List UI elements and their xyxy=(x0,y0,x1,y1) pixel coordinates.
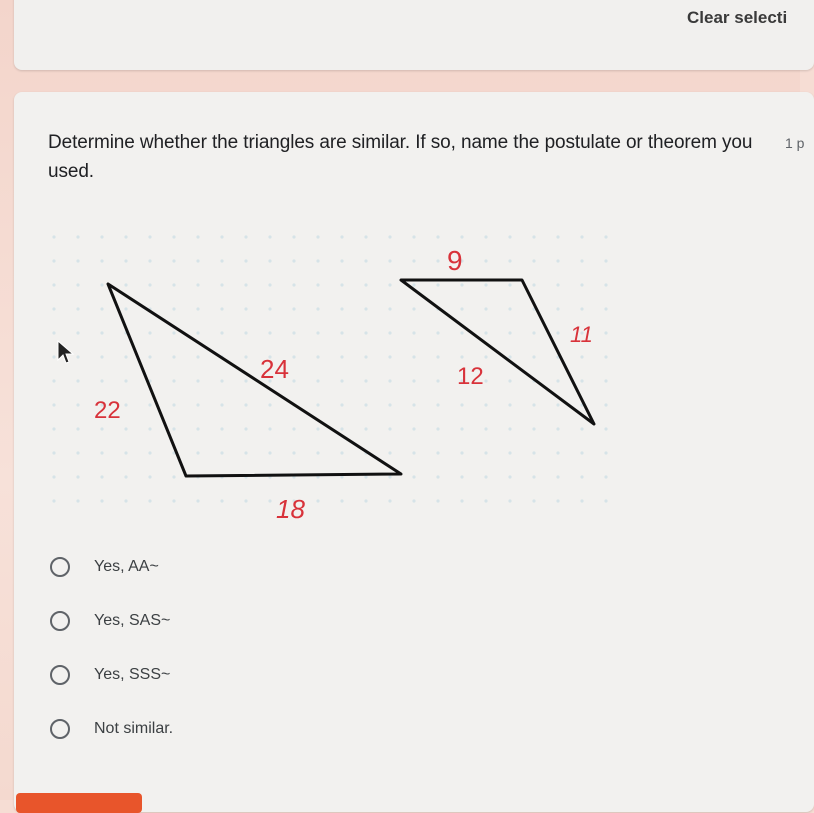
grid-dot xyxy=(388,379,391,382)
grid-dot xyxy=(124,499,127,502)
grid-dot xyxy=(364,475,367,478)
option-label: Not similar. xyxy=(94,720,174,737)
top-side-label: 9 xyxy=(447,245,463,276)
grid-dot xyxy=(100,331,103,334)
radio-button[interactable] xyxy=(50,719,70,739)
option-label: Yes, AA~ xyxy=(94,558,159,575)
grid-dot xyxy=(292,355,295,358)
grid-dot xyxy=(124,403,127,406)
grid-dot xyxy=(52,307,55,310)
grid-dot xyxy=(604,235,607,238)
grid-dot xyxy=(244,331,247,334)
grid-dot xyxy=(484,355,487,358)
grid-dot xyxy=(436,259,439,262)
points-label: 1 p xyxy=(785,135,805,151)
grid-dot xyxy=(388,283,391,286)
grid-dot xyxy=(364,355,367,358)
grid-dot xyxy=(436,475,439,478)
grid-dot xyxy=(580,355,583,358)
grid-dot xyxy=(388,259,391,262)
grid-dot xyxy=(244,355,247,358)
grid-dot xyxy=(508,259,511,262)
grid-dot xyxy=(268,403,271,406)
grid-dot xyxy=(460,307,463,310)
grid-dot xyxy=(268,451,271,454)
grid-dot xyxy=(220,427,223,430)
grid-dot xyxy=(100,235,103,238)
radio-button[interactable] xyxy=(50,557,70,577)
grid-dot xyxy=(436,379,439,382)
grid-dot xyxy=(484,283,487,286)
grid-dot xyxy=(556,283,559,286)
grid-dot xyxy=(76,427,79,430)
grid-dot xyxy=(172,475,175,478)
grid-dot xyxy=(508,403,511,406)
right-side-label: 11 xyxy=(570,322,593,347)
grid-dot xyxy=(292,427,295,430)
grid-dot xyxy=(172,403,175,406)
grid-dot xyxy=(604,427,607,430)
grid-dot xyxy=(556,475,559,478)
grid-dot xyxy=(100,475,103,478)
option-aa[interactable] xyxy=(46,540,173,594)
grid-dot xyxy=(604,331,607,334)
grid-dot xyxy=(484,499,487,502)
grid-dot xyxy=(580,307,583,310)
grid-dot xyxy=(556,427,559,430)
diagonal-label: 12 xyxy=(457,363,484,390)
grid-dot xyxy=(172,379,175,382)
grid-dot xyxy=(292,331,295,334)
grid-dot xyxy=(196,331,199,334)
grid-dot xyxy=(436,235,439,238)
grid-dot xyxy=(532,427,535,430)
grid-dot xyxy=(580,283,583,286)
grid-dot xyxy=(196,283,199,286)
grid-dot xyxy=(364,499,367,502)
grid-dot xyxy=(364,427,367,430)
grid-dot xyxy=(268,427,271,430)
grid-dot xyxy=(412,403,415,406)
grid-dot xyxy=(124,475,127,478)
grid-dot xyxy=(220,283,223,286)
grid-dot xyxy=(76,331,79,334)
clear-selection-button[interactable]: Clear selecti xyxy=(687,8,788,27)
grid-dot xyxy=(436,283,439,286)
grid-dot xyxy=(316,259,319,262)
grid-dot xyxy=(124,427,127,430)
grid-dot xyxy=(388,475,391,478)
grid-dot xyxy=(268,259,271,262)
grid-dot xyxy=(508,307,511,310)
grid-dot xyxy=(172,427,175,430)
grid-dot xyxy=(484,451,487,454)
grid-dot xyxy=(364,235,367,238)
grid-dot xyxy=(508,451,511,454)
option-label: Yes, SAS~ xyxy=(94,612,171,629)
grid-dot xyxy=(124,235,127,238)
grid-dot xyxy=(100,499,103,502)
answer-options xyxy=(46,540,173,756)
grid-dot xyxy=(532,451,535,454)
grid-dot xyxy=(604,259,607,262)
grid-dot xyxy=(100,379,103,382)
grid-dot xyxy=(412,475,415,478)
grid-dot xyxy=(76,259,79,262)
grid-dot xyxy=(484,307,487,310)
left-side-label: 22 xyxy=(94,397,121,424)
grid-dot xyxy=(484,475,487,478)
grid-dot xyxy=(220,331,223,334)
grid-dot xyxy=(388,499,391,502)
grid-dot xyxy=(364,283,367,286)
grid-dot xyxy=(508,379,511,382)
grid-dot xyxy=(412,235,415,238)
grid-dot xyxy=(484,403,487,406)
grid-dot xyxy=(268,331,271,334)
grid-dot xyxy=(436,451,439,454)
grid-dot xyxy=(316,355,319,358)
grid-dot xyxy=(124,307,127,310)
grid-dot xyxy=(580,427,583,430)
grid-dot xyxy=(412,451,415,454)
grid-dot xyxy=(484,259,487,262)
grid-dot xyxy=(580,475,583,478)
grid-dot xyxy=(364,331,367,334)
grid-dot xyxy=(196,355,199,358)
grid-dot xyxy=(100,355,103,358)
grid-dot xyxy=(100,307,103,310)
grid-dot xyxy=(460,427,463,430)
grid-dot xyxy=(340,235,343,238)
grid-dot xyxy=(76,355,79,358)
grid-dot xyxy=(412,499,415,502)
grid-dot xyxy=(52,259,55,262)
grid-dot xyxy=(244,259,247,262)
grid-dot xyxy=(580,235,583,238)
grid-dot xyxy=(316,235,319,238)
grid-dot xyxy=(580,451,583,454)
grid-dot xyxy=(100,283,103,286)
grid-dot xyxy=(532,331,535,334)
grid-dot xyxy=(436,355,439,358)
grid-dot xyxy=(292,307,295,310)
grid-dot xyxy=(556,307,559,310)
grid-dot xyxy=(76,235,79,238)
grid-dot xyxy=(52,451,55,454)
grid-dot xyxy=(220,451,223,454)
grid-dot xyxy=(460,331,463,334)
bottom-side-label: 18 xyxy=(276,494,305,524)
grid-dot xyxy=(316,331,319,334)
grid-dot xyxy=(532,235,535,238)
grid-dot xyxy=(124,283,127,286)
grid-dot xyxy=(76,475,79,478)
grid-dot xyxy=(580,379,583,382)
grid-dot xyxy=(604,499,607,502)
grid-dot xyxy=(148,427,151,430)
grid-dot xyxy=(244,451,247,454)
grid-dot xyxy=(388,307,391,310)
grid-dot xyxy=(196,259,199,262)
grid-dot xyxy=(292,451,295,454)
grid-dot xyxy=(364,403,367,406)
grid-dot xyxy=(196,427,199,430)
grid-dot xyxy=(52,427,55,430)
grid-dot xyxy=(196,499,199,502)
grid-dot xyxy=(148,259,151,262)
grid-dot xyxy=(604,283,607,286)
radio-button[interactable] xyxy=(50,665,70,685)
grid-dot xyxy=(220,499,223,502)
grid-dot xyxy=(340,331,343,334)
option-sss[interactable] xyxy=(46,648,173,702)
grid-dot xyxy=(76,283,79,286)
grid-dot xyxy=(316,307,319,310)
grid-dot xyxy=(532,355,535,358)
grid-dot xyxy=(76,307,79,310)
grid-dot xyxy=(52,499,55,502)
grid-dot xyxy=(388,331,391,334)
grid-dot xyxy=(460,475,463,478)
grid-dot xyxy=(148,451,151,454)
grid-dot xyxy=(244,499,247,502)
grid-dot xyxy=(604,355,607,358)
grid-dot xyxy=(292,283,295,286)
grid-dot xyxy=(508,499,511,502)
grid-dot xyxy=(172,283,175,286)
grid-dot xyxy=(508,283,511,286)
grid-dot xyxy=(436,499,439,502)
grid-dot xyxy=(148,355,151,358)
grid-dot xyxy=(484,331,487,334)
grid-dot xyxy=(52,331,55,334)
grid-dot xyxy=(268,235,271,238)
grid-dot xyxy=(580,259,583,262)
option-label: Yes, SSS~ xyxy=(94,666,171,683)
option-sas[interactable] xyxy=(46,594,173,648)
grid-dot xyxy=(124,451,127,454)
grid-dot xyxy=(364,379,367,382)
grid-dot xyxy=(556,259,559,262)
grid-dot xyxy=(340,355,343,358)
grid-dot xyxy=(220,259,223,262)
grid-dot xyxy=(412,379,415,382)
grid-dot xyxy=(460,355,463,358)
grid-dot xyxy=(220,403,223,406)
grid-dot xyxy=(388,427,391,430)
grid-dot xyxy=(604,307,607,310)
grid-dot xyxy=(124,379,127,382)
grid-dot xyxy=(412,259,415,262)
grid-dot xyxy=(460,403,463,406)
grid-dot xyxy=(484,235,487,238)
grid-dot xyxy=(172,235,175,238)
grid-dot xyxy=(460,499,463,502)
grid-dot xyxy=(388,451,391,454)
grid-dot xyxy=(52,283,55,286)
grid-dot xyxy=(508,331,511,334)
grid-dot xyxy=(52,235,55,238)
grid-dot xyxy=(364,307,367,310)
grid-dot xyxy=(316,379,319,382)
grid-dot xyxy=(556,331,559,334)
grid-dot xyxy=(76,499,79,502)
grid-dot xyxy=(556,379,559,382)
grid-dot xyxy=(484,427,487,430)
radio-button[interactable] xyxy=(50,611,70,631)
grid-dot xyxy=(556,403,559,406)
grid-dot xyxy=(316,499,319,502)
grid-dot xyxy=(508,355,511,358)
grid-dot xyxy=(124,259,127,262)
grid-dot xyxy=(172,331,175,334)
grid-dot xyxy=(244,235,247,238)
grid-dot xyxy=(220,379,223,382)
grid-dot xyxy=(148,475,151,478)
grid-dot xyxy=(316,451,319,454)
grid-dot xyxy=(604,403,607,406)
question-card xyxy=(14,92,814,812)
grid-dot xyxy=(508,235,511,238)
grid-dot xyxy=(292,379,295,382)
grid-dot xyxy=(52,403,55,406)
grid-dot xyxy=(532,259,535,262)
grid-dot xyxy=(412,427,415,430)
grid-dot xyxy=(148,283,151,286)
grid-dot xyxy=(388,355,391,358)
grid-dot xyxy=(52,379,55,382)
grid-dot xyxy=(388,235,391,238)
grid-dot xyxy=(460,451,463,454)
mouse-cursor-icon xyxy=(56,340,76,366)
left-triangle xyxy=(108,284,401,476)
grid-dot xyxy=(364,259,367,262)
grid-dot xyxy=(268,499,271,502)
grid-dot xyxy=(172,307,175,310)
grid-dot xyxy=(340,451,343,454)
grid-dot xyxy=(604,379,607,382)
grid-dot xyxy=(100,427,103,430)
right-triangle xyxy=(401,280,594,424)
grid-dot xyxy=(412,307,415,310)
grid-dot xyxy=(316,403,319,406)
grid-dot xyxy=(340,499,343,502)
grid-dot xyxy=(220,307,223,310)
question-text: Determine whether the triangles are similar. If so, name the postulate or theorem you used. xyxy=(48,132,753,182)
grid-dot xyxy=(412,355,415,358)
grid-dot xyxy=(532,475,535,478)
grid-dot xyxy=(196,307,199,310)
grid-dot xyxy=(76,403,79,406)
grid-dot xyxy=(604,475,607,478)
grid-dot xyxy=(556,235,559,238)
submit-button[interactable] xyxy=(16,793,142,813)
grid-dot xyxy=(196,235,199,238)
grid-dot xyxy=(244,403,247,406)
grid-dot xyxy=(196,451,199,454)
grid-dot xyxy=(340,283,343,286)
grid-dot xyxy=(172,259,175,262)
grid-dot xyxy=(148,403,151,406)
grid-dot xyxy=(508,475,511,478)
grid-dot xyxy=(196,379,199,382)
grid-dot xyxy=(436,427,439,430)
grid-dot xyxy=(340,307,343,310)
grid-dot xyxy=(484,379,487,382)
grid-dot xyxy=(268,283,271,286)
grid-dot xyxy=(412,283,415,286)
grid-dot xyxy=(268,307,271,310)
dot-grid xyxy=(52,235,607,502)
grid-dot xyxy=(532,499,535,502)
grid-dot xyxy=(436,331,439,334)
grid-dot xyxy=(436,403,439,406)
grid-dot xyxy=(172,355,175,358)
grid-dot xyxy=(604,451,607,454)
grid-dot xyxy=(460,283,463,286)
grid-dot xyxy=(100,259,103,262)
grid-dot xyxy=(580,499,583,502)
grid-dot xyxy=(292,235,295,238)
grid-dot xyxy=(532,403,535,406)
grid-dot xyxy=(220,235,223,238)
grid-dot xyxy=(340,379,343,382)
grid-dot xyxy=(100,451,103,454)
hypotenuse-label: 24 xyxy=(260,354,289,384)
grid-dot xyxy=(316,283,319,286)
grid-dot xyxy=(148,499,151,502)
grid-dot xyxy=(148,235,151,238)
grid-dot xyxy=(244,283,247,286)
grid-dot xyxy=(508,427,511,430)
grid-dot xyxy=(172,499,175,502)
grid-dot xyxy=(196,403,199,406)
grid-dot xyxy=(76,451,79,454)
grid-dot xyxy=(460,235,463,238)
grid-dot xyxy=(244,307,247,310)
grid-dot xyxy=(244,427,247,430)
option-not-similar[interactable] xyxy=(46,702,173,756)
grid-dot xyxy=(556,451,559,454)
grid-dot xyxy=(244,379,247,382)
grid-dot xyxy=(124,355,127,358)
grid-dot xyxy=(76,379,79,382)
grid-dot xyxy=(292,259,295,262)
grid-dot xyxy=(340,259,343,262)
grid-dot xyxy=(340,427,343,430)
grid-dot xyxy=(340,403,343,406)
grid-dot xyxy=(52,475,55,478)
grid-dot xyxy=(556,499,559,502)
grid-dot xyxy=(388,403,391,406)
grid-dot xyxy=(316,427,319,430)
grid-dot xyxy=(412,331,415,334)
grid-dot xyxy=(532,283,535,286)
grid-dot xyxy=(148,331,151,334)
